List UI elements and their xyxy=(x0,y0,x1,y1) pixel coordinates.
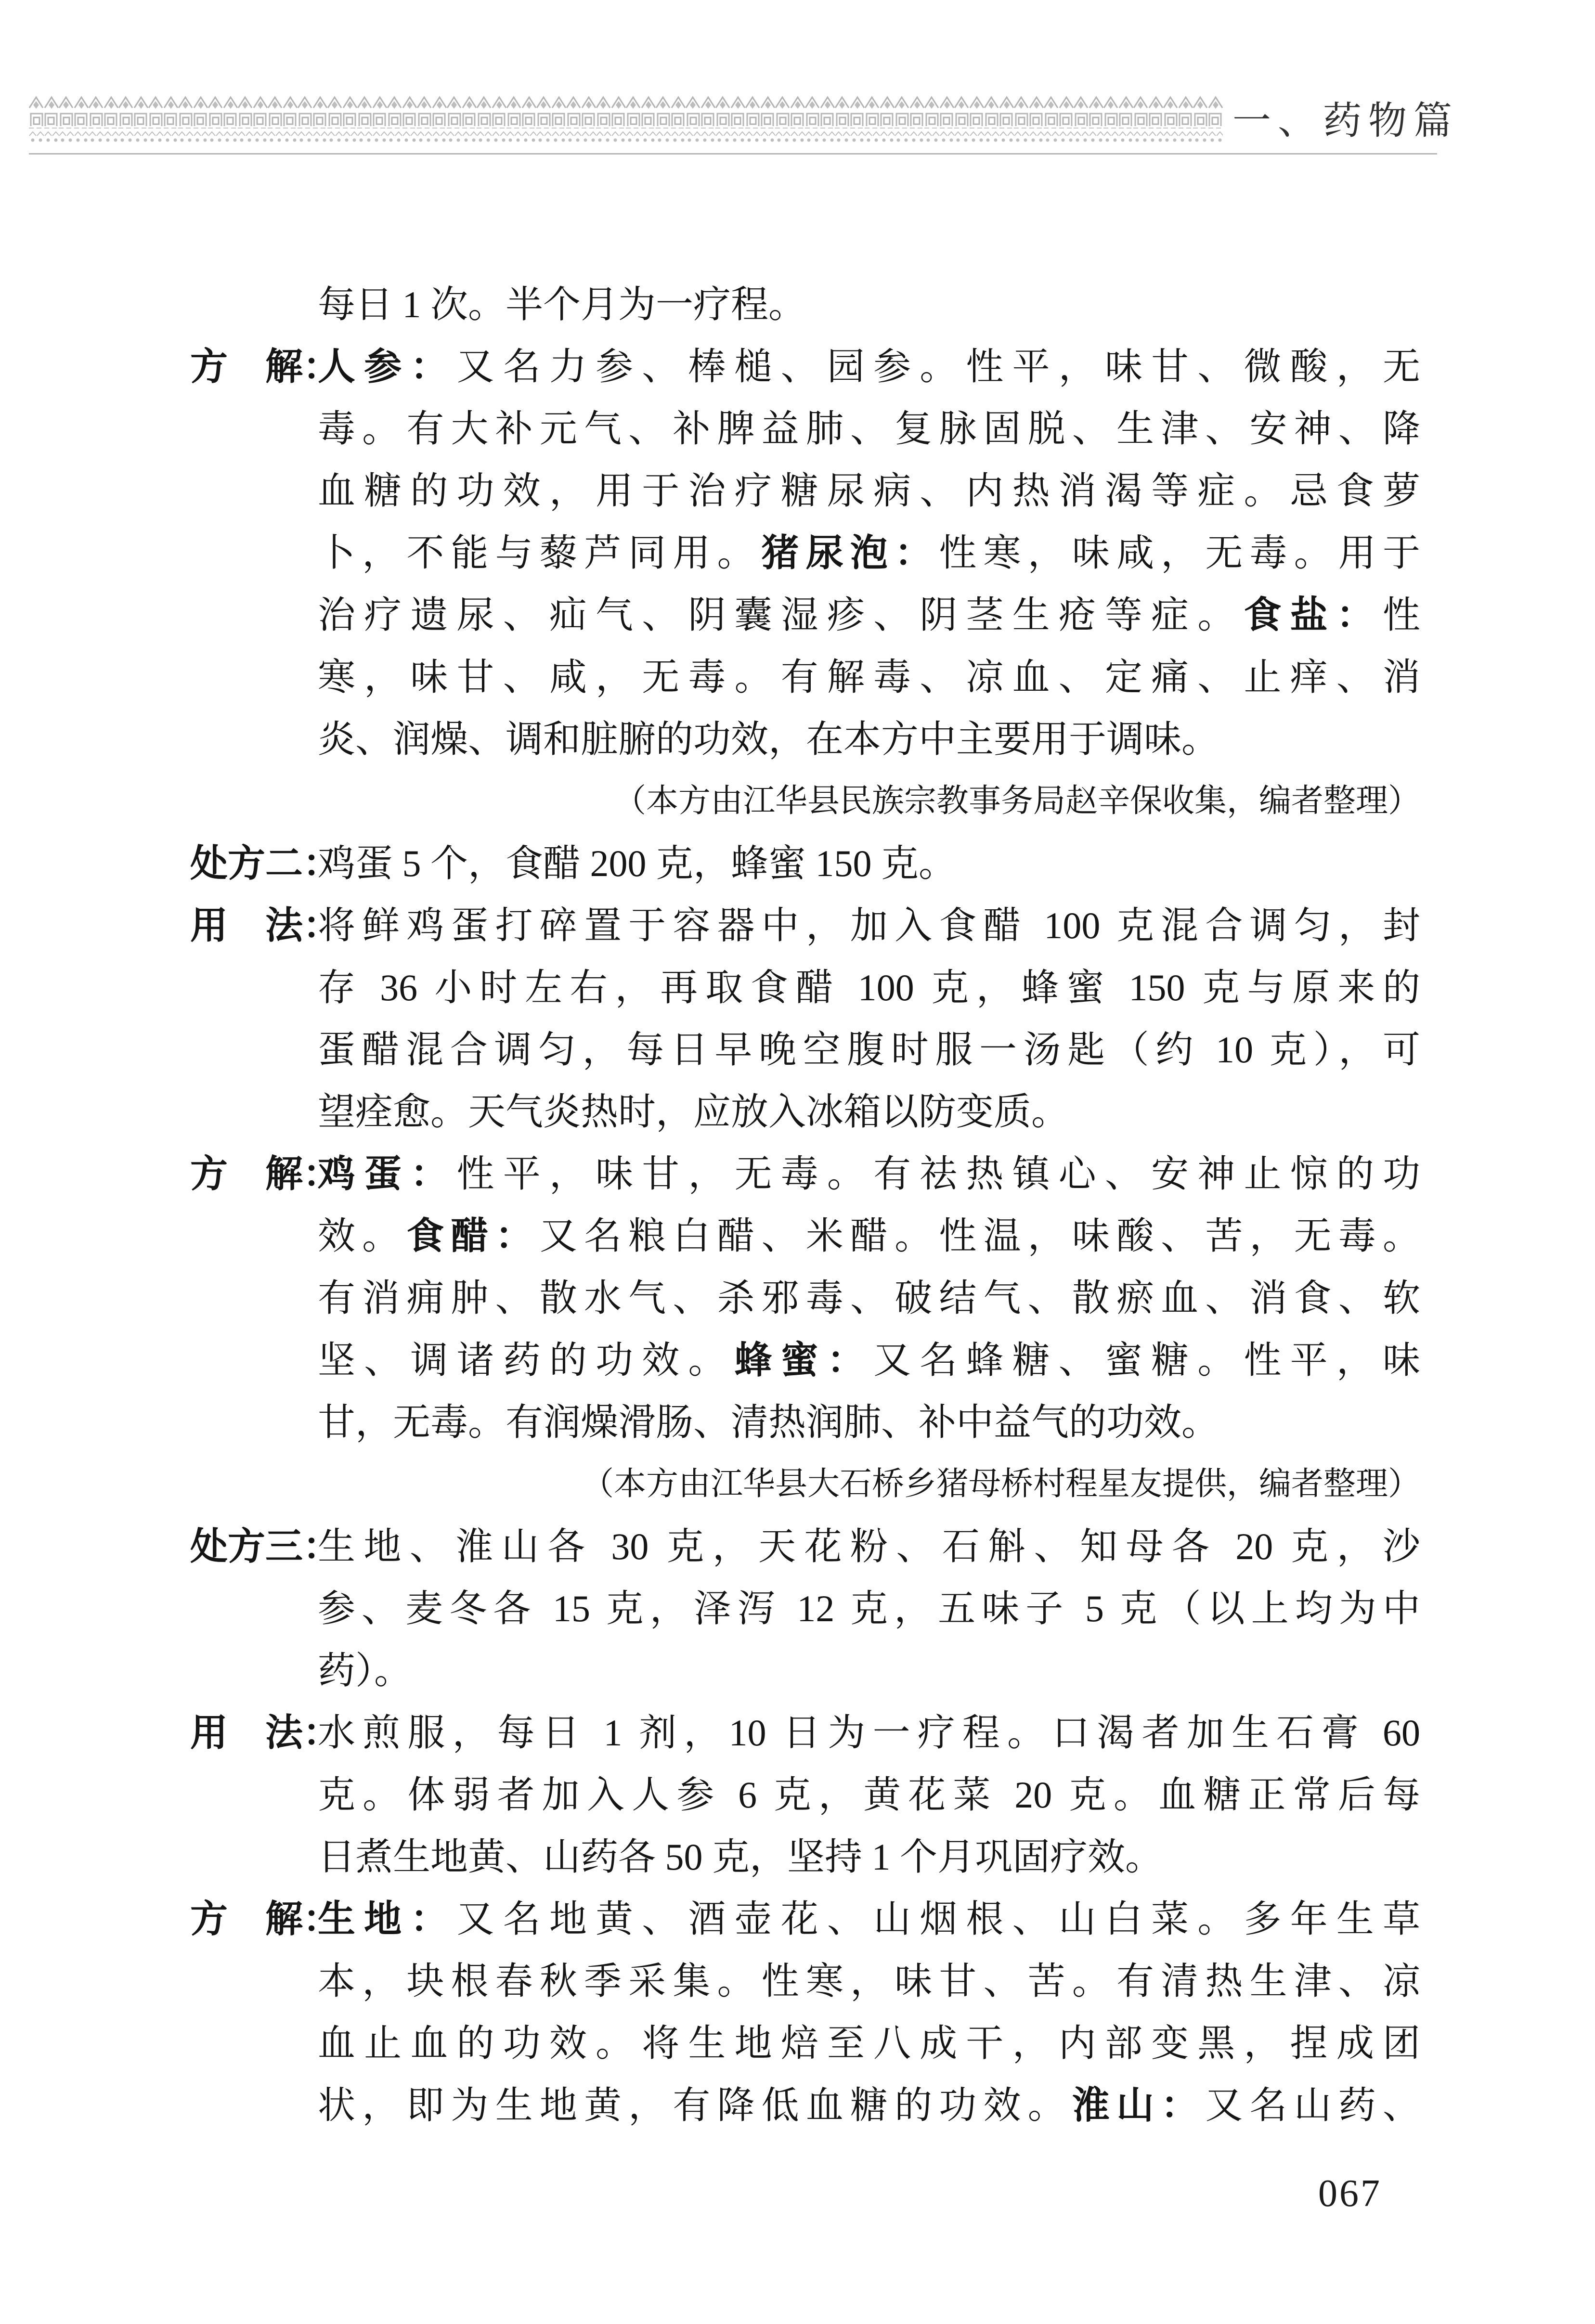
text-segment: 望痊愈。天气炎热时，应放入冰箱以防变质。 xyxy=(318,1091,1069,1133)
decorative-border-pattern xyxy=(29,95,1223,143)
term-emphasis: 食盐： xyxy=(1244,594,1383,636)
text-segment: （本方由江华县民族宗教事务局赵辛保收集，编者整理） xyxy=(614,783,1420,819)
entry-label: 处方三： xyxy=(190,1525,341,1567)
entry-label: 方 解： xyxy=(190,1152,341,1195)
text-line xyxy=(190,2012,1420,2074)
term-emphasis: 生地： xyxy=(318,1898,457,1940)
term-emphasis: 淮山： xyxy=(1072,2084,1206,2126)
text-segment: 又名力参、棒槌、园参。性平，味甘、微酸，无 xyxy=(456,346,1420,387)
text-segment: 血止血的功效。将生地焙至八成干，内部变黑，捏成团 xyxy=(318,2022,1420,2064)
text-segment: 药）。 xyxy=(318,1650,412,1691)
text-line xyxy=(190,956,1420,1019)
text-line xyxy=(190,1391,1420,1453)
term-emphasis: 食醋： xyxy=(406,1214,540,1257)
text-segment: 效。 xyxy=(318,1215,407,1257)
text-segment: 状，即为生地黄，有降低血糖的功效。 xyxy=(318,2084,1072,2126)
text-segment: 日煮生地黄、山药各 50 克，坚持 1 个月巩固疗效。 xyxy=(318,1836,1163,1878)
text-segment: 将鲜鸡蛋打碎置于容器中，加入食醋 100 克混合调匀，封 xyxy=(318,904,1420,946)
text-line xyxy=(190,1826,1420,1888)
text-segment: 参、麦冬各 15 克，泽泻 12 克，五味子 5 克（以上均为中 xyxy=(318,1588,1420,1629)
text-line xyxy=(190,894,1420,956)
text-line xyxy=(190,1329,1420,1391)
text-line xyxy=(190,584,1420,646)
text-segment: 克。体弱者加入人参 6 克，黄花菜 20 克。血糖正常后每 xyxy=(318,1774,1420,1816)
text-segment: 又名蜂糖、蜜糖。性平，味 xyxy=(873,1339,1420,1381)
text-line xyxy=(190,336,1420,398)
text-segment: 水煎服，每日 1 剂，10 日为一疗程。口渴者加生石膏 60 xyxy=(318,1712,1420,1754)
text-line xyxy=(190,460,1420,522)
text-segment: 甘，无毒。有润燥滑肠、清热润肺、补中益气的功效。 xyxy=(318,1401,1219,1443)
text-segment: 性 xyxy=(1382,594,1420,636)
text-line xyxy=(190,708,1420,770)
text-segment: （本方由江华县大石桥乡猪母桥村程星友提供，编者整理） xyxy=(582,1466,1420,1502)
text-segment: 生地、淮山各 30 克，天花粉、石斛、知母各 20 克，沙 xyxy=(318,1525,1420,1567)
chapter-header: 一、药物篇 xyxy=(1232,100,1459,142)
text-segment: 存 36 小时左右，再取食醋 100 克，蜂蜜 150 克与原来的 xyxy=(318,967,1420,1008)
text-segment: 又名粮白醋、米醋。性温，味酸、苦，无毒。 xyxy=(539,1215,1420,1257)
text-line xyxy=(190,2074,1420,2136)
text-line xyxy=(190,1577,1420,1640)
text-line xyxy=(190,1453,1420,1515)
text-line xyxy=(190,1081,1420,1143)
entry-label: 方 解： xyxy=(190,345,341,387)
entry-label: 用 法： xyxy=(190,904,341,946)
entry-label: 处方二： xyxy=(190,842,341,884)
text-segment: 卜，不能与藜芦同用。 xyxy=(318,532,762,574)
text-line xyxy=(190,832,1420,894)
page-number: 067 xyxy=(1318,2172,1382,2215)
text-segment: 坚、调诸药的功效。 xyxy=(318,1339,735,1381)
text-segment: 治疗遗尿、疝气、阴囊湿疹、阴茎生疮等症。 xyxy=(318,594,1244,636)
text-segment: 性寒，味咸，无毒。用于 xyxy=(939,532,1420,574)
text-line xyxy=(190,770,1420,832)
text-line xyxy=(190,1019,1420,1081)
text-segment: 蛋醋混合调匀，每日早晚空腹时服一汤匙（约 10 克），可 xyxy=(318,1029,1420,1071)
text-segment: 炎、润燥、调和脏腑的功效，在本方中主要用于调味。 xyxy=(318,718,1219,760)
text-segment: 性平，味甘，无毒。有祛热镇心、安神止惊的功 xyxy=(456,1153,1420,1195)
term-emphasis: 猪尿泡： xyxy=(761,531,939,574)
entry-label: 方 解： xyxy=(190,1898,341,1940)
text-line xyxy=(190,273,1420,336)
text-line xyxy=(190,1702,1420,1764)
term-emphasis: 蜂蜜： xyxy=(734,1339,874,1381)
entry-label: 用 法： xyxy=(190,1711,341,1754)
text-segment: 又名山药、 xyxy=(1205,2084,1420,2126)
text-line xyxy=(190,398,1420,460)
text-segment: 有消痈肿、散水气、杀邪毒、破结气、散瘀血、消食、软 xyxy=(318,1277,1420,1319)
header-rule xyxy=(29,153,1437,155)
text-segment: 寒，味甘、咸，无毒。有解毒、凉血、定痛、止痒、消 xyxy=(318,656,1420,698)
text-line xyxy=(190,1205,1420,1267)
text-block xyxy=(190,273,1420,2136)
text-line xyxy=(190,1267,1420,1329)
text-line xyxy=(190,1640,1420,1702)
text-line xyxy=(190,522,1420,584)
text-segment: 血糖的功效，用于治疗糖尿病、内热消渴等症。忌食萝 xyxy=(318,470,1420,512)
text-line xyxy=(190,646,1420,708)
term-emphasis: 人参： xyxy=(318,345,457,387)
text-line xyxy=(190,1888,1420,1950)
text-segment: 本，块根春秋季采集。性寒，味甘、苦。有清热生津、凉 xyxy=(318,1960,1420,2002)
text-line xyxy=(190,1764,1420,1826)
term-emphasis: 鸡蛋： xyxy=(318,1152,457,1195)
text-segment: 每日 1 次。半个月为一疗程。 xyxy=(318,284,806,325)
text-line xyxy=(190,1950,1420,2012)
text-line xyxy=(190,1515,1420,1577)
text-segment: 毒。有大补元气、补脾益肺、复脉固脱、生津、安神、降 xyxy=(318,408,1420,450)
text-line xyxy=(190,1143,1420,1205)
text-segment: 鸡蛋 5 个，食醋 200 克，蜂蜜 150 克。 xyxy=(318,842,957,884)
text-segment: 又名地黄、酒壶花、山烟根、山白菜。多年生草 xyxy=(456,1898,1420,1940)
